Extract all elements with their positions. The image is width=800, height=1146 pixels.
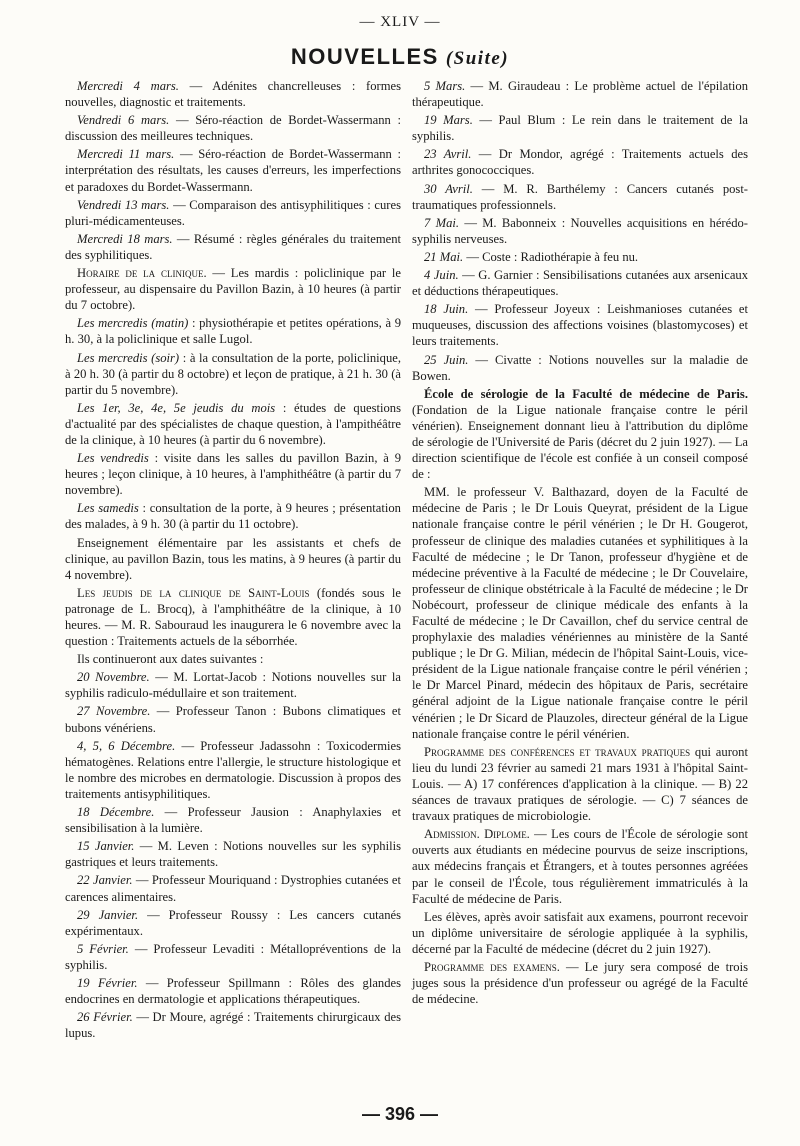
paragraph-lead: École de sérologie de la Faculté de médecine de Paris.	[424, 386, 748, 401]
paragraph-lead: 5 Mars.	[424, 79, 466, 93]
paragraph	[412, 267, 748, 299]
paragraph-lead: 27 Novembre.	[77, 704, 151, 719]
paragraph-text: : à la consultation de la porte, policlinique, à 20 h. 30 (à partir du 8 octobre) et leçon de pratique, à 21 h. 30 (à partir du 5 novembre).	[65, 350, 401, 397]
paragraph	[65, 975, 401, 1007]
paragraph-lead: Mercredi 11 mars.	[77, 147, 175, 162]
paragraph-lead: 25 Juin.	[424, 352, 469, 367]
paragraph-text: — Professeur Tanon : Bubons climatiques et bubons vénériens.	[65, 704, 401, 735]
paragraph-lead: Les mercredis (matin)	[77, 316, 189, 331]
left-column	[65, 78, 401, 1041]
paragraph-lead: 15 Janvier.	[77, 839, 135, 854]
paragraph	[412, 826, 748, 906]
paragraph-text: (fondés sous le patronage de L. Brocq), à l'amphithéâtre de la clinique, à 10 heures. — M. R. Sabouraud les inaugurera le 6 novembre avec la question : Traitements actuels de la séborrhée.	[65, 585, 401, 649]
paragraph-text: MM. le professeur V. Balthazard, doyen de la Faculté de médecine de Paris ; le Dr Louis Queyrat, président de la Ligue nationale française contre le péril vénérien ; le Dr H. Gougerot, professeur de clinique des maladies cutanées et syphilitiques à la Faculté de médecine ; le Dr Tanon, professeur d'hygiène et de médecine préventive à la Faculté de médecine ; le Dr Couvelaire, professeur de clinique obstétricale à la Faculté de médecine ; le Dr Nobécourt, professeur de clinique médicale des enfants à la Faculté de médecine ; le Dr Cavaillon, chef du service central de prophylaxie des maladies vénériennes au ministère de la Santé publique ; le Dr G. Milian, médecin de l'hôpital Saint-Louis, vice-président de la Ligue nationale française contre le péril vénérien ; le Dr Marcel Pinard, médecin des hôpitaux de Paris, secrétaire général adjoint de la Ligue nationale française contre le péril vénérien ; le Dr Sicard de Plauzoles, directeur général de la Ligue nationale française contre le péril vénérien.	[412, 485, 748, 741]
paragraph-lead: 29 Janvier.	[77, 907, 139, 922]
paragraph	[65, 450, 401, 498]
paragraph-lead: Les samedis	[77, 501, 139, 516]
paragraph-text: : physiothérapie et petites opérations, à 9 h. 30, à la policlinique et salle Lugol.	[65, 316, 401, 347]
paragraph-lead: 26 Février.	[77, 1010, 133, 1025]
paragraph-lead: 19 Mars.	[424, 113, 473, 128]
paragraph-text: qui auront lieu du lundi 23 février au samedi 21 mars 1931 à l'hôpital Saint-Louis. — A) 17 conférences d'application à la clinique. — B) 22 séances de travaux pratiques de sérologie. — C) 7 séances de travaux pratiques de microbiologie.	[412, 744, 748, 824]
paragraph-lead: 22 Janvier.	[77, 873, 133, 888]
paragraph-lead: Les mercredis (soir)	[77, 350, 180, 365]
paragraph-lead: 5 Février.	[77, 941, 129, 956]
paragraph	[65, 941, 401, 973]
paragraph-lead: 19 Février.	[77, 975, 138, 990]
page-number: — 396 —	[361, 1104, 439, 1124]
paragraph-text: : visite dans les salles du pavillon Bazin, à 9 heures ; leçon clinique, à 10 heures, à l'amphithéâtre (à partir du 7 novembre).	[65, 451, 401, 498]
paragraph-lead: 18 Décembre.	[77, 805, 155, 820]
paragraph	[65, 112, 401, 144]
paragraph	[65, 315, 401, 347]
paragraph-text: — M. Lortat-Jacob : Notions nouvelles sur la syphilis radiculo-médullaire et son traitement.	[65, 670, 401, 701]
paragraph-text: — Civatte : Notions nouvelles sur la maladie de Bowen.	[412, 352, 748, 383]
paragraph	[65, 146, 401, 194]
right-column	[412, 78, 748, 1007]
paragraph-text: — M. R. Barthélemy : Cancers cutanés post-traumatiques professionnels.	[412, 181, 749, 212]
paragraph-text: — Séro-réaction de Bordet-Wassermann : interprétation des résultats, les causes d'erreurs, les imperfections et paradoxes du Bordet-Wassermann.	[65, 147, 401, 194]
paragraph-lead: Les jeudis de la clinique de Saint-Louis	[77, 585, 310, 600]
paragraph	[65, 265, 401, 313]
paragraph	[65, 703, 401, 735]
paragraph-text: — M. Leven : Notions nouvelles sur les syphilis gastriques et leurs traitements.	[65, 839, 401, 870]
paragraph-text: — Professeur Spillmann : Rôles des glandes endocrines en dermatologie et applications thérapeutiques.	[65, 975, 402, 1007]
paragraph-lead: 4 Juin.	[424, 268, 459, 283]
paragraph-text: — Professeur Levaditi : Métallopréventions de la syphilis.	[65, 941, 401, 972]
paragraph-text: — Les cours de l'École de sérologie sont ouverts aux étudiants en médecine pourvus de seize inscriptions, aux médecins français et Étrangers, et à toutes personnes agréées par le conseil de l'École, tous régulièrement immatriculés à la Faculté de médecine de Paris.	[412, 827, 749, 906]
paragraph	[412, 909, 748, 957]
paragraph-text: — M. Babonneix : Nouvelles acquisitions en hérédo-syphilis nerveuses.	[412, 215, 748, 246]
paragraph-text: — Professeur Jadassohn : Toxicodermies hématogènes. Relations entre l'allergie, le structure histologique et le nombre des microbes en dermatologie. Discussion à propos des traitements antisyphilitiques.	[65, 738, 402, 801]
paragraph-text: Ils continueront aux dates suivantes :	[77, 652, 264, 667]
paragraph	[412, 959, 748, 1007]
paragraph	[65, 669, 401, 701]
paragraph-text: — Professeur Mouriquand : Dystrophies cutanées et carences alimentaires.	[65, 873, 401, 904]
paragraph	[65, 535, 401, 583]
paragraph	[65, 350, 401, 398]
paragraph-text: — Comparaison des antisyphilitiques : cures pluri-médicamenteuses.	[65, 197, 401, 228]
paragraph-lead: Admission. Diplome.	[424, 827, 530, 842]
paragraph-text: : consultation de la porte, à 9 heures ; présentation des malades, à 9 h. 30 (à partir du 11 octobre).	[65, 501, 401, 532]
paragraph-lead: 23 Avril.	[424, 147, 472, 162]
paragraph-lead: 21 Mai.	[424, 249, 464, 264]
paragraph-text: — Professeur Roussy : Les cancers cutanés expérimentaux.	[65, 907, 401, 938]
paragraph	[65, 872, 401, 904]
paragraph-text: — Le jury sera composé de trois juges sous la présidence d'un professeur ou agrégé de la Faculté de médecine.	[412, 959, 748, 1007]
paragraph	[65, 838, 401, 870]
paragraph	[412, 352, 748, 384]
paragraph-text: Les élèves, après avoir satisfait aux examens, pourront recevoir un diplôme universitaire de sérologie appliquée à la syphilis, décerné par la Faculté de médecine (décret du 2 juin 1927).	[412, 909, 748, 956]
paragraph-lead: Programme des conférences et travaux pratiques	[424, 744, 691, 759]
paragraph	[412, 215, 748, 247]
paragraph-text: — Adénites chancrelleuses : formes nouvelles, diagnostic et traitements.	[65, 79, 401, 110]
paragraph	[65, 804, 401, 836]
paragraph-lead: Les vendredis	[77, 451, 149, 466]
paragraph-text: — Séro-réaction de Bordet-Wassermann : discussion des meilleures techniques.	[65, 113, 401, 144]
paragraph-lead: 7 Mai.	[424, 215, 460, 230]
paragraph	[65, 1009, 401, 1041]
paragraph-text: — G. Garnier : Sensibilisations cutanées aux arsenicaux et déductions thérapeutiques.	[412, 268, 749, 299]
paragraph-text: (Fondation de la Ligue nationale française contre le péril vénérien). Enseignement donnant lieu à l'attribution du diplôme de sérologie de l'Université de Paris (décret du 2 juin 1927). — La direction scientifique de l'école est confiée à un conseil composé de :	[412, 402, 748, 482]
paragraph	[412, 301, 748, 349]
paragraph-lead: 18 Juin.	[424, 302, 469, 317]
paragraph	[412, 112, 748, 144]
paragraph-text: — Professeur Joyeux : Leishmanioses cutanées et muqueuses, discussion des affections voisines (blastomycoses) et leurs traitements.	[412, 302, 748, 349]
paragraph	[65, 400, 401, 448]
paragraph-lead: Vendredi 13 mars.	[77, 197, 170, 212]
paragraph-text: Enseignement élémentaire par les assistants et chefs de clinique, au pavillon Bazin, tous les matins, à 9 heures (à partir du 4 novembre).	[65, 535, 401, 582]
paragraph-lead: 4, 5, 6 Décembre.	[77, 738, 176, 753]
paragraph	[65, 907, 401, 939]
paragraph-lead: 20 Novembre.	[77, 670, 150, 685]
section-title: NOUVELLES	[290, 44, 439, 69]
paragraph-text: — Résumé : règles générales du traitement des syphilitiques.	[65, 231, 402, 262]
paragraph	[412, 386, 748, 483]
paragraph-text: — Coste : Radiothérapie à feu nu.	[463, 249, 639, 264]
paragraph-text: — M. Giraudeau : Le problème actuel de l'épilation thérapeutique.	[412, 79, 748, 110]
paragraph	[65, 231, 401, 263]
paragraph-lead: Mercredi 4 mars.	[77, 79, 179, 93]
paragraph-lead: Programme des examens.	[424, 959, 560, 974]
paragraph	[65, 78, 401, 110]
paragraph	[412, 744, 748, 824]
paragraph	[65, 738, 401, 802]
paragraph	[65, 197, 401, 229]
paragraph-lead: Horaire de la clinique.	[77, 266, 207, 281]
paragraph-lead: Mercredi 18 mars.	[77, 231, 173, 246]
paragraph	[65, 651, 401, 667]
paragraph-lead: Vendredi 6 mars.	[77, 113, 170, 128]
paragraph	[412, 146, 748, 178]
section-subtitle: (Suite)	[445, 48, 510, 69]
page-title	[0, 44, 800, 70]
paragraph-text: — Paul Blum : Le rein dans le traitement de la syphilis.	[412, 113, 748, 144]
paragraph-lead: Les 1er, 3e, 4e, 5e jeudis du mois	[77, 400, 276, 415]
paragraph	[412, 181, 748, 213]
paragraph-text: — Professeur Jausion : Anaphylaxies et sensibilisation à la lumière.	[65, 805, 401, 836]
paragraph	[412, 78, 748, 110]
paragraph-lead: 30 Avril.	[424, 181, 473, 196]
roman-page-number: — XLIV —	[359, 14, 441, 30]
paragraph-text: — Les mardis : policlinique par le professeur, au dispensaire du Pavillon Bazin, à 10 heures (à partir du 7 octobre).	[65, 266, 401, 313]
paragraph-text: — Dr Mondor, agrégé : Traitements actuels des arthrites gonococciques.	[412, 147, 748, 178]
paragraph	[65, 500, 401, 532]
paragraph	[412, 484, 748, 742]
paragraph-text: — Dr Moure, agrégé : Traitements chirurgicaux des lupus.	[65, 1010, 401, 1041]
paragraph	[412, 249, 748, 265]
paragraph-text: : études de questions d'actualité par des spécialistes de chaque question, à l'ampithéâtre de la clinique, à 10 heures (à partir du 6 novembre).	[65, 400, 401, 447]
paragraph	[65, 585, 401, 649]
